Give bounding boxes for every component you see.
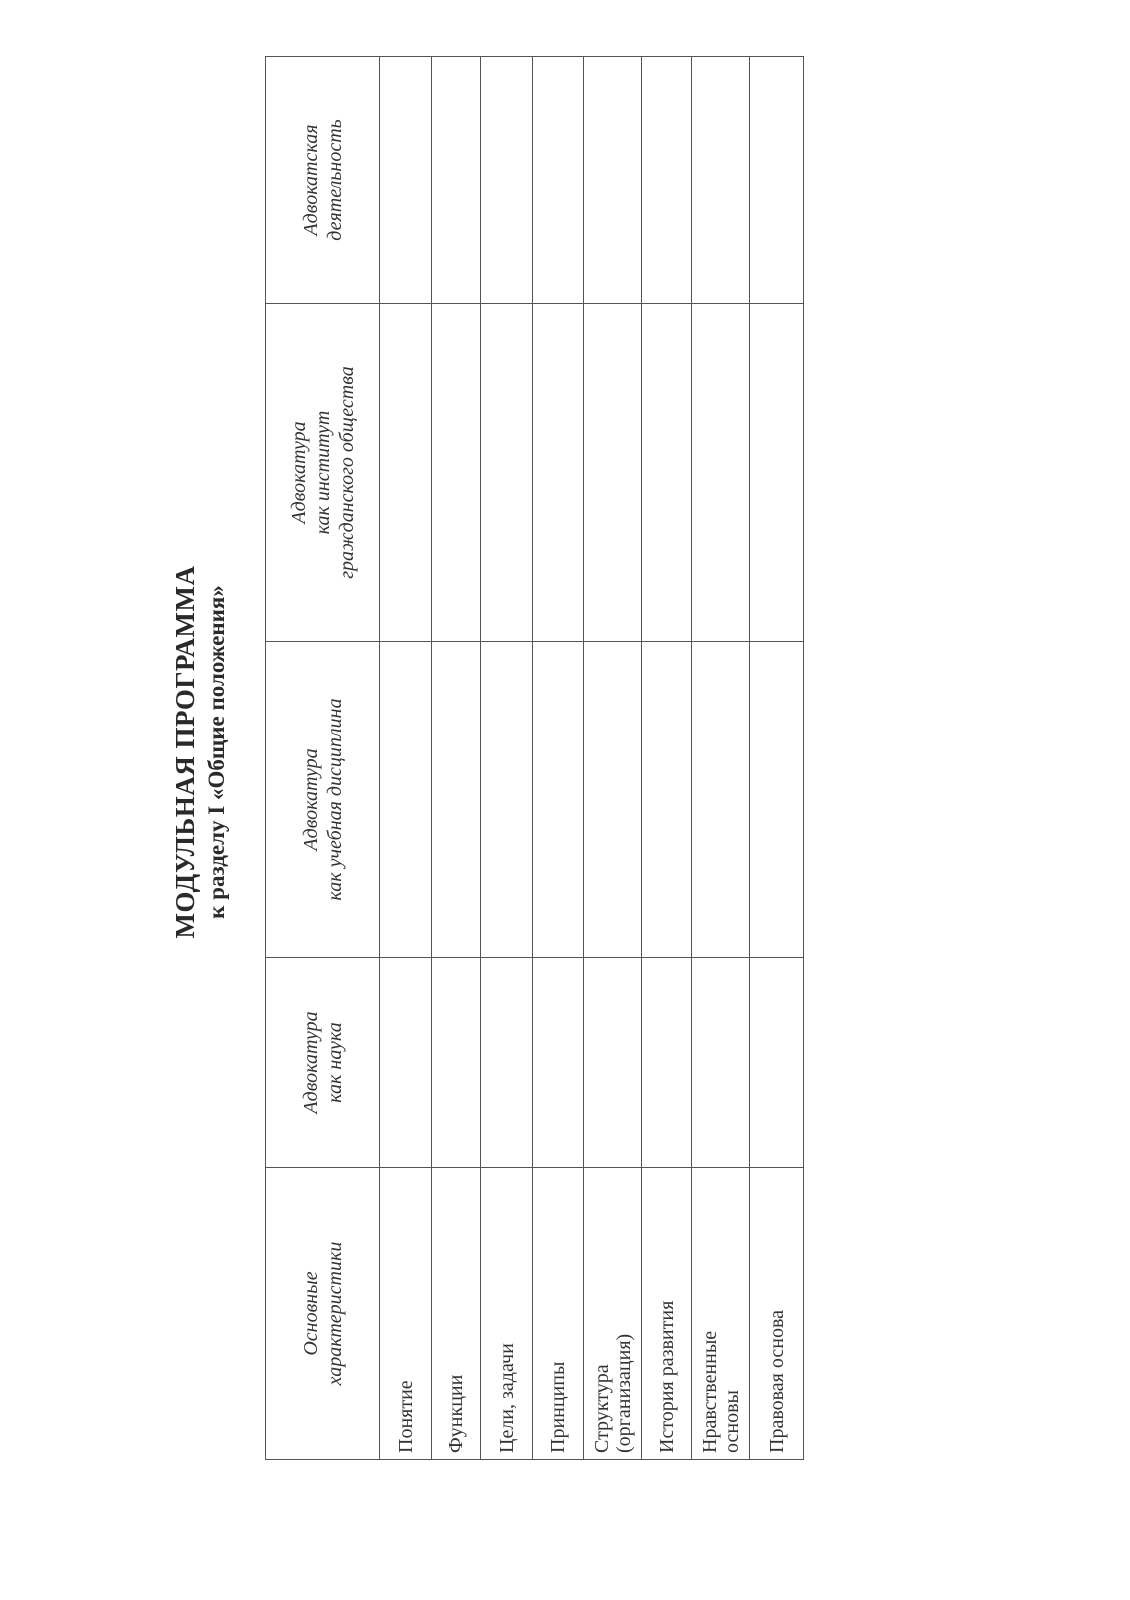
- table-cell: [432, 642, 481, 958]
- row-label: Функции: [432, 1168, 481, 1460]
- table-row: [642, 57, 692, 1460]
- row-label: Цели, задачи: [481, 1168, 533, 1460]
- table-cell: [642, 958, 692, 1168]
- table-cell: [692, 642, 750, 958]
- table-cell: [584, 57, 642, 304]
- table-cell: [533, 304, 584, 642]
- table-cell: [533, 958, 584, 1168]
- header-cell-science: Адвокатура как наука: [266, 958, 380, 1168]
- rotated-page: [168, 2, 788, 1502]
- table-cell: [380, 642, 432, 958]
- table-cell: [380, 304, 432, 642]
- table-cell: [750, 958, 804, 1168]
- table-cell: [584, 304, 642, 642]
- table-cell: [481, 304, 533, 642]
- table-cell: [380, 57, 432, 304]
- header-cell-institution: Адвокатура как институт гражданского общества: [266, 304, 380, 642]
- table-cell: [750, 304, 804, 642]
- table-cell: [642, 57, 692, 304]
- table-cell: [750, 642, 804, 958]
- table-row: [432, 57, 481, 1460]
- table-cell: [642, 304, 692, 642]
- table-row: [750, 57, 804, 1460]
- table-row: [481, 57, 533, 1460]
- table-row: [533, 57, 584, 1460]
- table-row: [692, 57, 750, 1460]
- table-cell: [432, 57, 481, 304]
- table-cell: [584, 642, 642, 958]
- table-header-row: [266, 57, 380, 1460]
- table-row: [584, 57, 642, 1460]
- table-cell: [380, 958, 432, 1168]
- table-cell: [481, 642, 533, 958]
- table-cell: [692, 57, 750, 304]
- table-cell: [432, 958, 481, 1168]
- header-cell-discipline: Адвокатура как учебная дисциплина: [266, 642, 380, 958]
- page-subtitle: к разделу I «Общие положения»: [204, 585, 229, 919]
- table-cell: [481, 958, 533, 1168]
- row-label: Понятие: [380, 1168, 432, 1460]
- row-label: История развития: [642, 1168, 692, 1460]
- table-cell: [642, 642, 692, 958]
- row-label: Нравственные основы: [692, 1168, 750, 1460]
- module-table: [265, 56, 804, 1460]
- row-label: Правовая основа: [750, 1168, 804, 1460]
- header-cell-characteristics: Основные характеристики: [266, 1168, 380, 1460]
- table-row: [380, 57, 432, 1460]
- table-cell: [750, 57, 804, 304]
- table-cell: [692, 304, 750, 642]
- row-label: Структура (организация): [584, 1168, 642, 1460]
- table-cell: [481, 57, 533, 304]
- table-cell: [533, 642, 584, 958]
- table-cell: [584, 958, 642, 1168]
- page-title: МОДУЛЬНАЯ ПРОГРАММА: [170, 565, 200, 939]
- row-label: Принципы: [533, 1168, 584, 1460]
- header-cell-activity: Адвокатская деятельность: [266, 57, 380, 304]
- table-cell: [432, 304, 481, 642]
- table-cell: [533, 57, 584, 304]
- table-cell: [692, 958, 750, 1168]
